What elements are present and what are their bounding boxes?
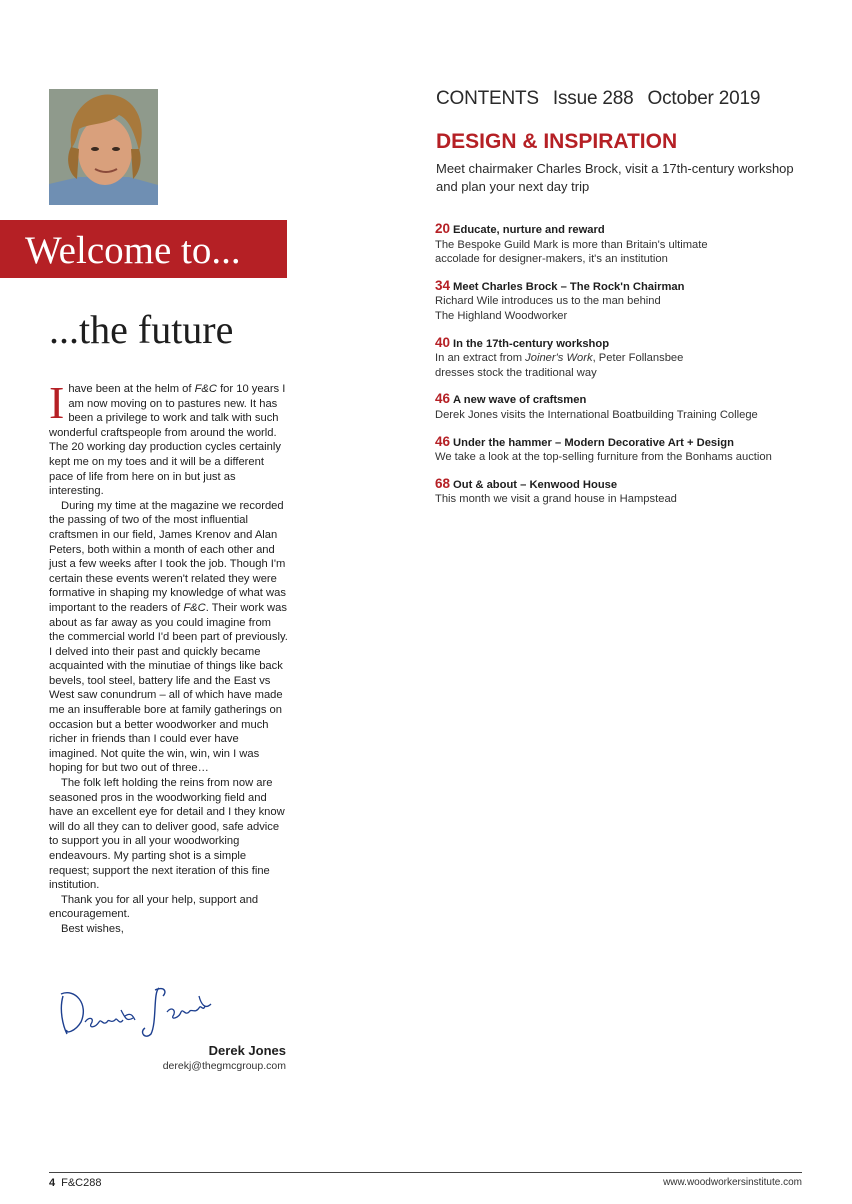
toc-title-text: A new wave of craftsmen xyxy=(453,394,587,407)
issue-code: F&C288 xyxy=(61,1177,102,1189)
toc-desc-book-title: Joiner's Work xyxy=(525,352,593,365)
toc-title-text: Educate, nurture and reward xyxy=(453,224,605,236)
paragraph-1 xyxy=(49,377,289,499)
toc-title-text: In the 17th-century workshop xyxy=(453,337,610,350)
toc-entry-title xyxy=(435,477,815,493)
issue-date: October 2019 xyxy=(647,88,761,109)
toc-entry[interactable] xyxy=(435,222,815,267)
paragraph-2 xyxy=(49,499,289,776)
website-link[interactable]: www.woodworkersinstitute.com xyxy=(663,1177,802,1188)
editor-photo xyxy=(49,89,158,205)
section-description: Meet chairmaker Charles Brock, visit a 17th-century workshop and plan your next day trip xyxy=(436,161,794,194)
paragraph-3: The folk left holding the reins from now are seasoned pros in the woodworking field and have an excellent eye for detail and I they know will do all they can to deliver good, safe advice to support you in all your woodworking endeavours. My parting shot is a simple request; support the next iteration of this fine institution. xyxy=(49,777,285,892)
toc-page-number: 40 xyxy=(435,334,451,350)
toc-entry[interactable] xyxy=(435,392,815,422)
toc-entry-title xyxy=(435,279,815,295)
p2-text-end: . Their work was about as far away as you could imagine from the commercial world I'd been part of previously. I delved into their past and quickly became acquainted with the minutiae of things like back bevels, tool steel, battery life and the East vs West saw conundrum – all of which have made me an insufferable bore at family gatherings on occasion but a better woodworker and much richer in friends than I could ever have imagined. Not quite the win, win, win I was hoping for but two out of three… xyxy=(49,601,288,775)
footer-divider xyxy=(49,1172,802,1173)
contents-list xyxy=(435,222,815,519)
editorial-body xyxy=(49,377,289,937)
paragraph-5: Best wishes, xyxy=(61,922,124,935)
toc-entry-description: This month we visit a grand house in Hampstead xyxy=(435,493,677,506)
toc-entry-description: We take a look at the top-selling furniture from the Bonhams auction xyxy=(435,451,772,464)
toc-page-number: 34 xyxy=(435,277,451,293)
editorial-subtitle: ...the future xyxy=(49,307,234,352)
toc-entry[interactable] xyxy=(435,279,815,324)
toc-entry-description xyxy=(435,351,815,380)
signature xyxy=(55,982,225,1042)
banner-heading: Welcome to... xyxy=(25,229,241,272)
footer-folio xyxy=(49,1177,101,1189)
issue-number: Issue 288 xyxy=(552,88,634,109)
toc-desc-post: , Peter Follansbee dresses stock the traditional way xyxy=(435,352,684,379)
contents-header xyxy=(436,88,774,110)
p1-text-start: have been at the helm of xyxy=(68,383,195,395)
toc-entry[interactable] xyxy=(435,435,815,465)
p2-text-start: During my time at the magazine we recorded the passing of two of the most influential craftsmen in our field, James Krenov and Alan Peters, both within a month of each other and just a few weeks after I took the job. Though I'm certain these events weren't related they were formative in shaping my knowledge of what was important to the readers of xyxy=(49,499,286,614)
toc-page-number: 46 xyxy=(435,391,451,407)
drop-cap: I xyxy=(49,377,65,428)
toc-entry[interactable] xyxy=(435,477,815,507)
author-name: Derek Jones xyxy=(208,1043,286,1058)
toc-entry-title xyxy=(435,435,815,451)
contents-label: CONTENTS xyxy=(436,88,539,109)
toc-desc-pre: In an extract from xyxy=(435,352,526,365)
p1-emphasis: F&C xyxy=(194,383,217,395)
toc-title-text: Under the hammer – Modern Decorative Art + Design xyxy=(453,436,734,449)
toc-entry-title xyxy=(435,222,815,238)
paragraph-4: Thank you for all your help, support and encouragement. xyxy=(49,893,259,921)
toc-page-number: 46 xyxy=(435,433,451,449)
section-title: DESIGN & INSPIRATION xyxy=(436,130,678,153)
toc-entry-title xyxy=(435,336,815,352)
toc-title-text: Out & about – Kenwood House xyxy=(453,478,618,491)
toc-entry-description: Richard Wile introduces us to the man behind The Highland Woodworker xyxy=(435,295,661,322)
toc-entry-description: The Bespoke Guild Mark is more than Britain's ultimate accolade for designer-makers, it's an institution xyxy=(435,238,708,266)
p2-emphasis: F&C xyxy=(183,601,206,614)
welcome-banner xyxy=(0,220,287,278)
author-email[interactable]: derekj@thegmcgroup.com xyxy=(162,1060,286,1072)
toc-page-number: 20 xyxy=(435,221,451,236)
toc-entry-title xyxy=(435,392,815,408)
toc-title-text: Meet Charles Brock – The Rock'n Chairman xyxy=(453,280,685,293)
toc-entry[interactable] xyxy=(435,336,815,381)
toc-entry-description: Derek Jones visits the International Boatbuilding Training College xyxy=(435,408,758,421)
page-number: 4 xyxy=(49,1177,56,1189)
toc-page-number: 68 xyxy=(435,475,451,491)
p1-text-end: for 10 years I am now moving on to pastures new. It has been a privilege to work and talk with such wonderful craftspeople from around the world. The 20 working day production cycles certainly kept me on my toes and it will be a different pace of life from here on in but just as interesting. xyxy=(49,383,286,498)
